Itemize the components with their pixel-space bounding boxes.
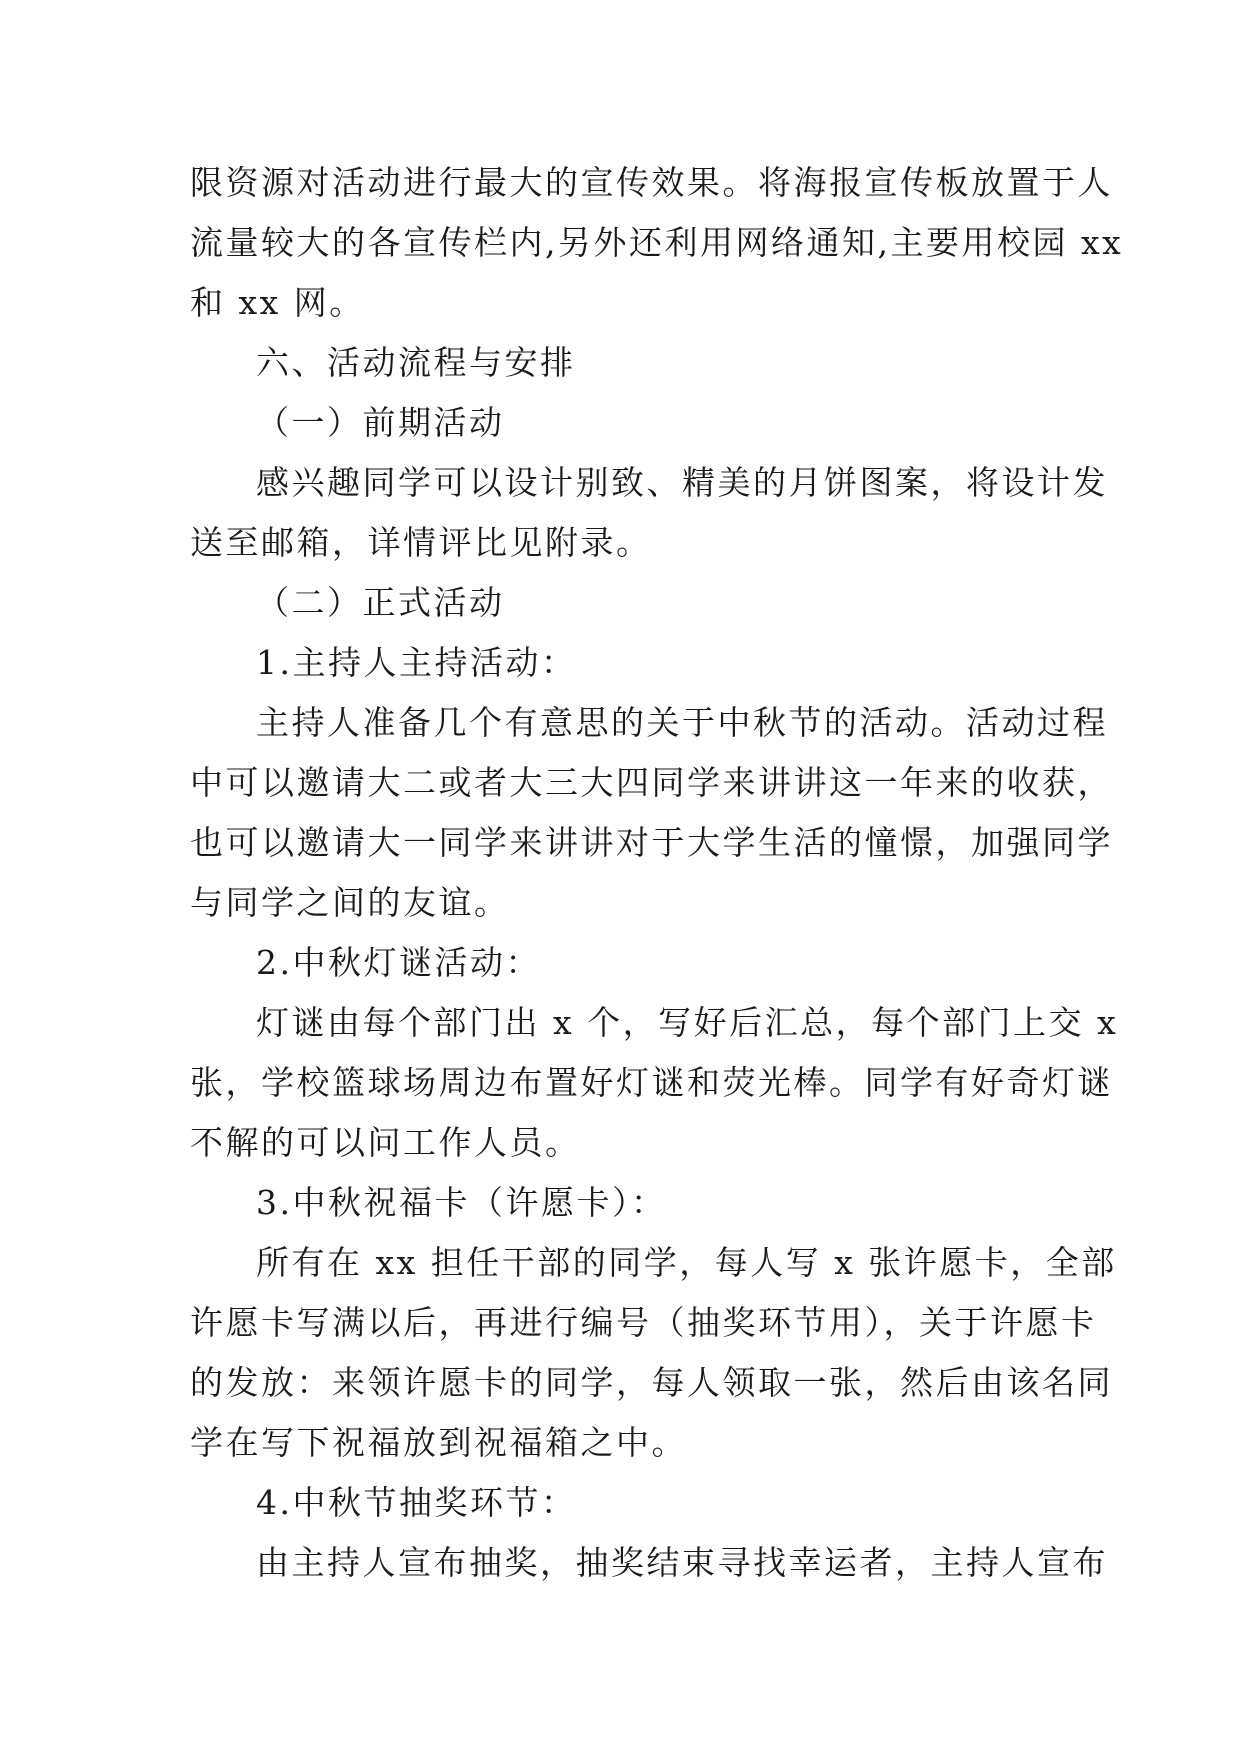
section-heading: 六、活动流程与安排 [256,343,576,382]
paragraph-line: 不解的可以问工作人员。 [190,1123,581,1162]
paragraph-line: 的发放：来领许愿卡的同学，每人领取一张，然后由该名同 [190,1363,1113,1402]
item-heading: 2.中秋灯谜活动： [256,943,541,982]
paragraph-line: 灯谜由每个部门出 x 个，写好后汇总，每个部门上交 x [256,1003,1119,1042]
subsection-heading: （二）正式活动 [256,583,505,622]
paragraph-line: 许愿卡写满以后，再进行编号（抽奖环节用），关于许愿卡 [190,1303,1097,1342]
paragraph-line: 与同学之间的友谊。 [190,883,510,922]
item-heading: 3.中秋祝福卡（许愿卡）： [256,1183,667,1222]
paragraph-line: 流量较大的各宣传栏内,另外还利用网络通知,主要用校园 xx [190,223,1124,262]
paragraph-line: 送至邮箱，详情评比见附录。 [190,523,652,562]
item-heading: 4.中秋节抽奖环节： [256,1483,577,1522]
paragraph-line: 限资源对活动进行最大的宣传效果。将海报宣传板放置于人 [190,163,1113,202]
paragraph-line: 和 xx 网。 [190,283,365,322]
paragraph-line: 由主持人宣布抽奖，抽奖结束寻找幸运者，主持人宣布 [256,1543,1108,1582]
item-heading: 1.主持人主持活动： [256,643,577,682]
paragraph-line: 张，学校篮球场周边布置好灯谜和荧光棒。同学有好奇灯谜 [190,1063,1113,1102]
paragraph-line: 也可以邀请大一同学来讲讲对于大学生活的憧憬，加强同学 [190,823,1113,862]
paragraph-line: 主持人准备几个有意思的关于中秋节的活动。活动过程 [256,703,1108,742]
paragraph-line: 中可以邀请大二或者大三大四同学来讲讲这一年来的收获， [190,763,1113,802]
document-body [190,153,1124,1593]
paragraph-line: 感兴趣同学可以设计别致、精美的月饼图案，将设计发 [256,463,1108,502]
paragraph-line: 所有在 xx 担任干部的同学，每人写 x 张许愿卡，全部 [256,1243,1117,1282]
subsection-heading: （一）前期活动 [256,403,505,442]
paragraph-line: 学在写下祝福放到祝福箱之中。 [190,1423,687,1462]
